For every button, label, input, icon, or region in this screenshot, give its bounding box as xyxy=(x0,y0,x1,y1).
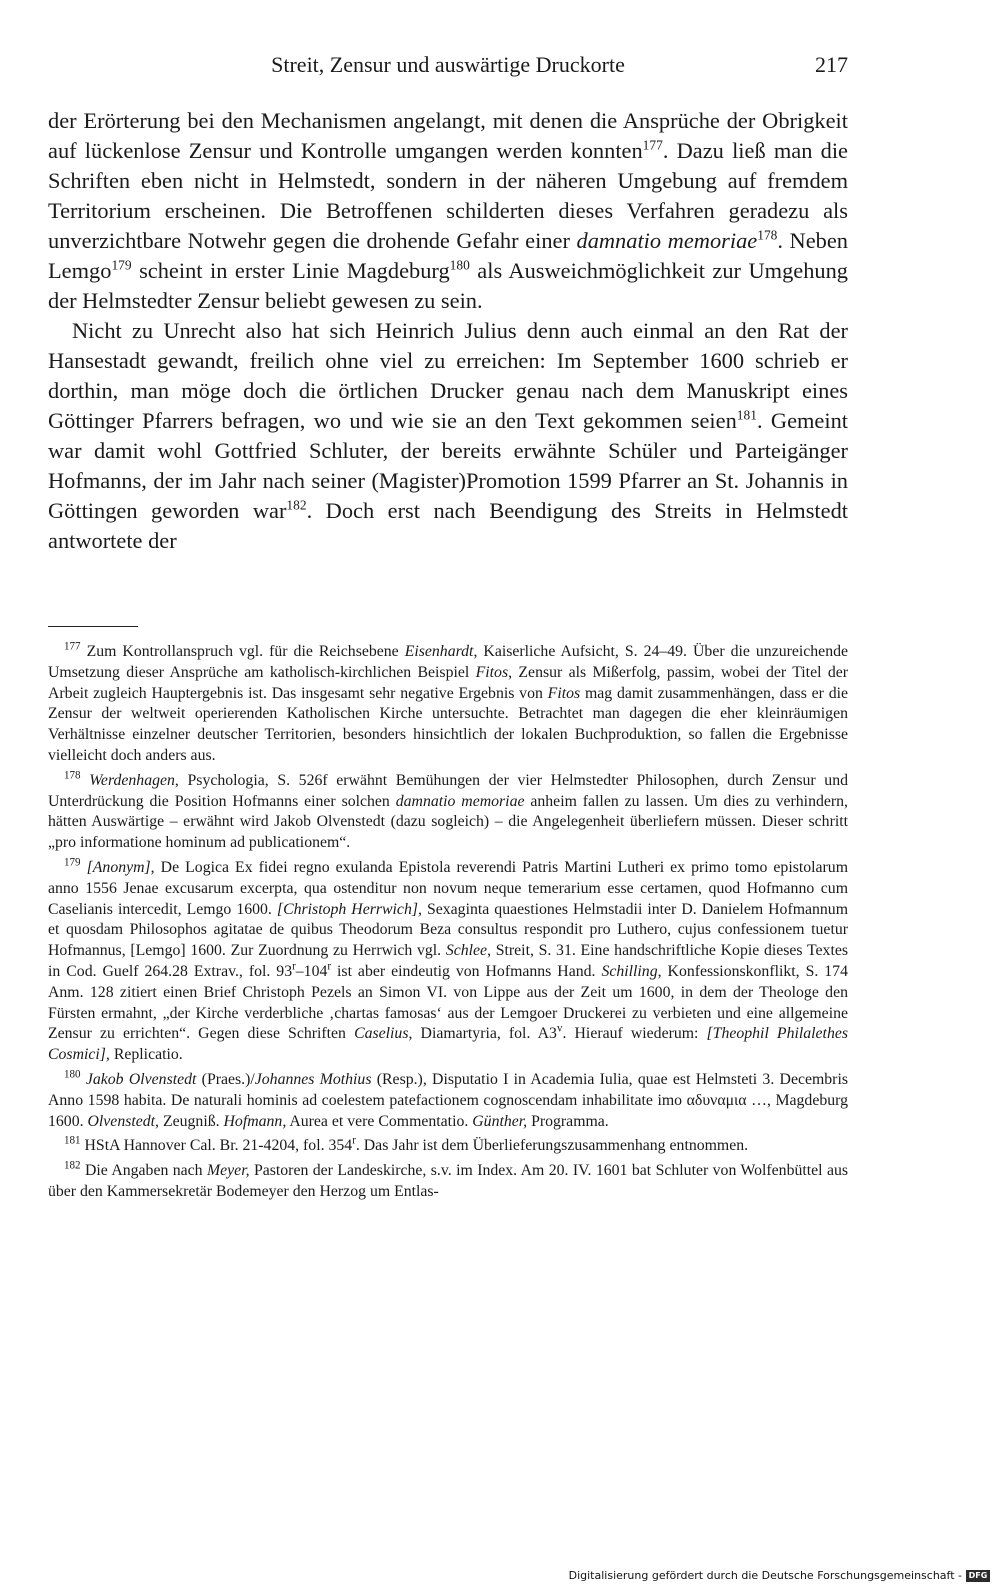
footnote-text: , Psychologia, S. 526f erwähnt Bemühungen der vier Helmstedter Philosophen, durch Zensur und Unterdrückung die Position Hofmanns einer solchen xyxy=(48,771,848,810)
folio-recto: r xyxy=(292,960,296,973)
footnote-ref-179[interactable]: 179 xyxy=(111,257,132,273)
footnote-text: Die Angaben nach xyxy=(80,1162,207,1180)
author-name: Jakob Olvenstedt xyxy=(85,1070,197,1088)
folio-verso: v xyxy=(556,1023,563,1036)
footnote-text: Sexaginta quaestiones Helmstadii inter D. Danielem Hofmannum et quosdam Philosophos agitatae de quibus Theodorum Beza consultus respondit pro Luthero, cujus confessionem tuetur Hofmannus, [Lemgo] 1600. Zur Zuordnung zu Herrwich vgl. xyxy=(48,900,848,960)
footnote-text: –104 xyxy=(295,962,328,980)
footnote-text: Zeugniß. xyxy=(159,1112,224,1130)
footnote-text: mag damit zusammenhängen, dass er die Zensur der weltweit operierenden Katholischen Kirche untersuchte. Betrachtet man dagegen die eher kleinräumigen Verhältnisse einzelner deutscher Territorien, besonders hinsichtlich der lokalen Buchproduktion, so fallen die Ergebnisse vielleicht doch anders aus. xyxy=(48,684,848,764)
footnote-text: , Diamartyria, fol. A3 xyxy=(408,1025,557,1043)
paragraph-1-text: . Dazu ließ man die Schriften eben nicht in Helmstedt, sondern in der näheren Umgebung auf fremdem Territorium erscheinen. Die Betroffenen schilderten dieses Verfahren geradezu als unverzichtbare Notwehr gegen die drohende Gefahr einer xyxy=(48,138,848,253)
author-name: Schilling xyxy=(601,962,658,980)
paragraph-1-text: als Ausweichmöglichkeit zur Umgehung der Helmstedter Zensur beliebt gewesen zu sein. xyxy=(48,258,848,313)
footnote-text: . Das Jahr ist dem Überlieferungszusammenhang entnommen. xyxy=(355,1137,749,1155)
folio-recto: r xyxy=(352,1135,356,1148)
footnote-ref-177[interactable]: 177 xyxy=(642,137,663,153)
footnote-180 xyxy=(48,1070,848,1132)
author-name: [Christoph Herrwich], xyxy=(276,900,422,918)
footnote-text: , Kaiserliche Aufsicht, S. 24–49. Über die unzureichende Umsetzung dieser Ansprüche am katholisch-kirchlichen Beispiel xyxy=(48,643,849,681)
paragraph-1 xyxy=(48,106,848,316)
author-name: Schlee xyxy=(445,942,488,960)
paragraph-1-text: scheint in erster Linie Magdeburg xyxy=(131,258,450,283)
footnote-number: 182 xyxy=(64,1159,81,1172)
footnote-number: 177 xyxy=(64,640,81,653)
footnote-text: . Hierauf wiederum: xyxy=(562,1025,707,1043)
paragraph-1-text: der Erörterung bei den Mechanismen angelangt, mit denen die Ansprüche der Obrigkeit auf lückenlose Zensur und Kontrolle umgangen werden konnten xyxy=(48,108,848,163)
footnote-text: HStA Hannover Cal. Br. 21-4204, fol. 354 xyxy=(80,1137,353,1155)
author-name: Caselius xyxy=(354,1025,409,1043)
footnote-text: , Konfessionskonflikt, S. 174 Anm. 128 zitiert einen Brief Christoph Pezels an Simon VI. von Lippe aus der Zeit um 1600, in dem der Theologe den Fürsten ermahnt, „der Kirche verderbliche ‚chartas famosas‘ aus der Lemgoer Druckerei zu verbieten und eine allgemeine Zensur zu errichten“. Gegen diese Schriften xyxy=(48,962,848,1043)
author-name: Werdenhagen xyxy=(89,771,175,789)
author-name: Hofmann, xyxy=(223,1112,287,1130)
footnote-text: Pastoren der Landeskirche, s.v. im Index. Am 20. IV. 1601 bat Schluter von Wolfenbüttel aus über den Kammersekretär Bodemeyer den Herzog um Entlas- xyxy=(48,1162,849,1200)
footnote-178 xyxy=(48,771,848,854)
author-name: Fitos xyxy=(547,684,581,702)
author-name: Eisenhardt xyxy=(404,643,474,660)
footnote-text: anheim fallen zu lassen. Um dies zu verhindern, hätten Auswärtige – erwähnt wird Jakob Olvenstedt (dazu sogleich) – die Angelegenheit überliefern müssen. Dieser schritt „pro informatione hominum ad publicationem“. xyxy=(48,792,848,852)
footnote-number: 180 xyxy=(64,1068,81,1081)
footnote-number: 179 xyxy=(64,856,81,869)
footnote-177 xyxy=(48,642,848,767)
footnote-ref-180[interactable]: 180 xyxy=(449,257,470,273)
author-name: [Theophil Philalethes Cosmici], xyxy=(48,1025,849,1064)
footnote-text: (Resp.), Disputatio I in Academia Iulia, quae est Helmsteti 3. Decembris Anno 1598 habita. De naturali hominis ad coelestem patefactionem cognoscendam inhabilitate imo αδυναμια …, Magdeburg 1600. xyxy=(48,1070,848,1130)
footnote-ref-182[interactable]: 182 xyxy=(286,497,307,513)
footnote-text: Zum Kontrollanspruch vgl. für die Reichsebene xyxy=(80,643,405,660)
italic-term: damnatio memoriae xyxy=(576,228,758,253)
footnote-text: Replicatio. xyxy=(109,1046,183,1064)
digitization-credit xyxy=(569,1569,990,1582)
footnote-181 xyxy=(48,1136,848,1157)
page-number: 217 xyxy=(815,52,848,77)
paragraph-2 xyxy=(48,316,848,556)
author-name: Johannes Mothius xyxy=(254,1070,372,1088)
footnote-text: Programma. xyxy=(527,1112,609,1130)
author-name: [Anonym], xyxy=(86,858,155,876)
footnote-text: , Zensur als Mißerfolg, passim, wobei der Titel der Arbeit zugleich Hauptergebnis ist. Das insgesamt sehr negative Ergebnis von xyxy=(48,663,848,702)
footnote-text: De Logica Ex fidei regno exulanda Epistola reverendi Patris Martini Lutheri ex primo tomo epistolarum anno 1556 Jenae excusarum excerpta, qua ostenditur non novum neque temerarium esse certamen, quod Hofmanno cum Caselianis intercedit, Lemgo 1600. xyxy=(48,858,848,918)
author-name: Günther, xyxy=(472,1112,528,1130)
author-name: Olvenstedt, xyxy=(87,1112,160,1130)
author-name: Meyer, xyxy=(207,1162,250,1180)
folio-recto: r xyxy=(327,960,332,973)
main-text xyxy=(48,106,848,556)
running-head-title: Streit, Zensur und auswärtige Druckorte xyxy=(271,52,625,77)
footnotes xyxy=(48,642,848,1207)
footnote-number: 181 xyxy=(64,1135,81,1148)
footnote-number: 178 xyxy=(64,769,81,782)
footnote-179 xyxy=(48,858,848,1066)
paragraph-2-text: Nicht zu Unrecht also hat sich Heinrich Julius denn auch einmal an den Rat der Hansestadt gewandt, freilich ohne viel zu erreichen: Im September 1600 schrieb er dorthin, man möge doch die örtlichen Drucker genau nach dem Manuskript eines Göttinger Pfarrers befragen, wo und wie sie an den Text gekommen seien xyxy=(48,318,848,433)
footnote-text: Aurea et vere Commentatio. xyxy=(286,1112,473,1130)
credit-text: Digitalisierung gefördert durch die Deutsche Forschungsgemeinschaft - xyxy=(568,1569,962,1582)
footnote-ref-178[interactable]: 178 xyxy=(757,227,778,243)
author-name: Fitos xyxy=(475,663,509,681)
footnote-182 xyxy=(48,1161,848,1203)
footnote-text: (Praes.)/ xyxy=(196,1070,255,1088)
paragraph-1-text: . Neben Lemgo xyxy=(48,228,848,283)
paragraph-2-text: . Doch erst nach Beendigung des Streits in Helmstedt antwortete der xyxy=(48,498,848,553)
footnote-text: ist aber eindeutig von Hofmanns Hand. xyxy=(331,962,602,980)
footnote-text: , Streit, S. 31. Eine handschriftliche Kopie dieses Textes in Cod. Guelf 264.28 Extrav., fol. 93 xyxy=(48,942,848,980)
dfg-logo-icon: DFG xyxy=(966,1570,990,1582)
running-head xyxy=(48,50,848,80)
paragraph-2-text: . Gemeint war damit wohl Gottfried Schluter, der bereits erwähnte Schüler und Parteigänger Hofmanns, der im Jahr nach seiner (Magister)Promotion 1599 Pfarrer an St. Johannis in Göttingen geworden war xyxy=(48,408,848,523)
footnote-rule xyxy=(48,626,138,627)
footnote-ref-181[interactable]: 181 xyxy=(736,407,757,423)
italic-term: damnatio memoriae xyxy=(395,792,525,810)
